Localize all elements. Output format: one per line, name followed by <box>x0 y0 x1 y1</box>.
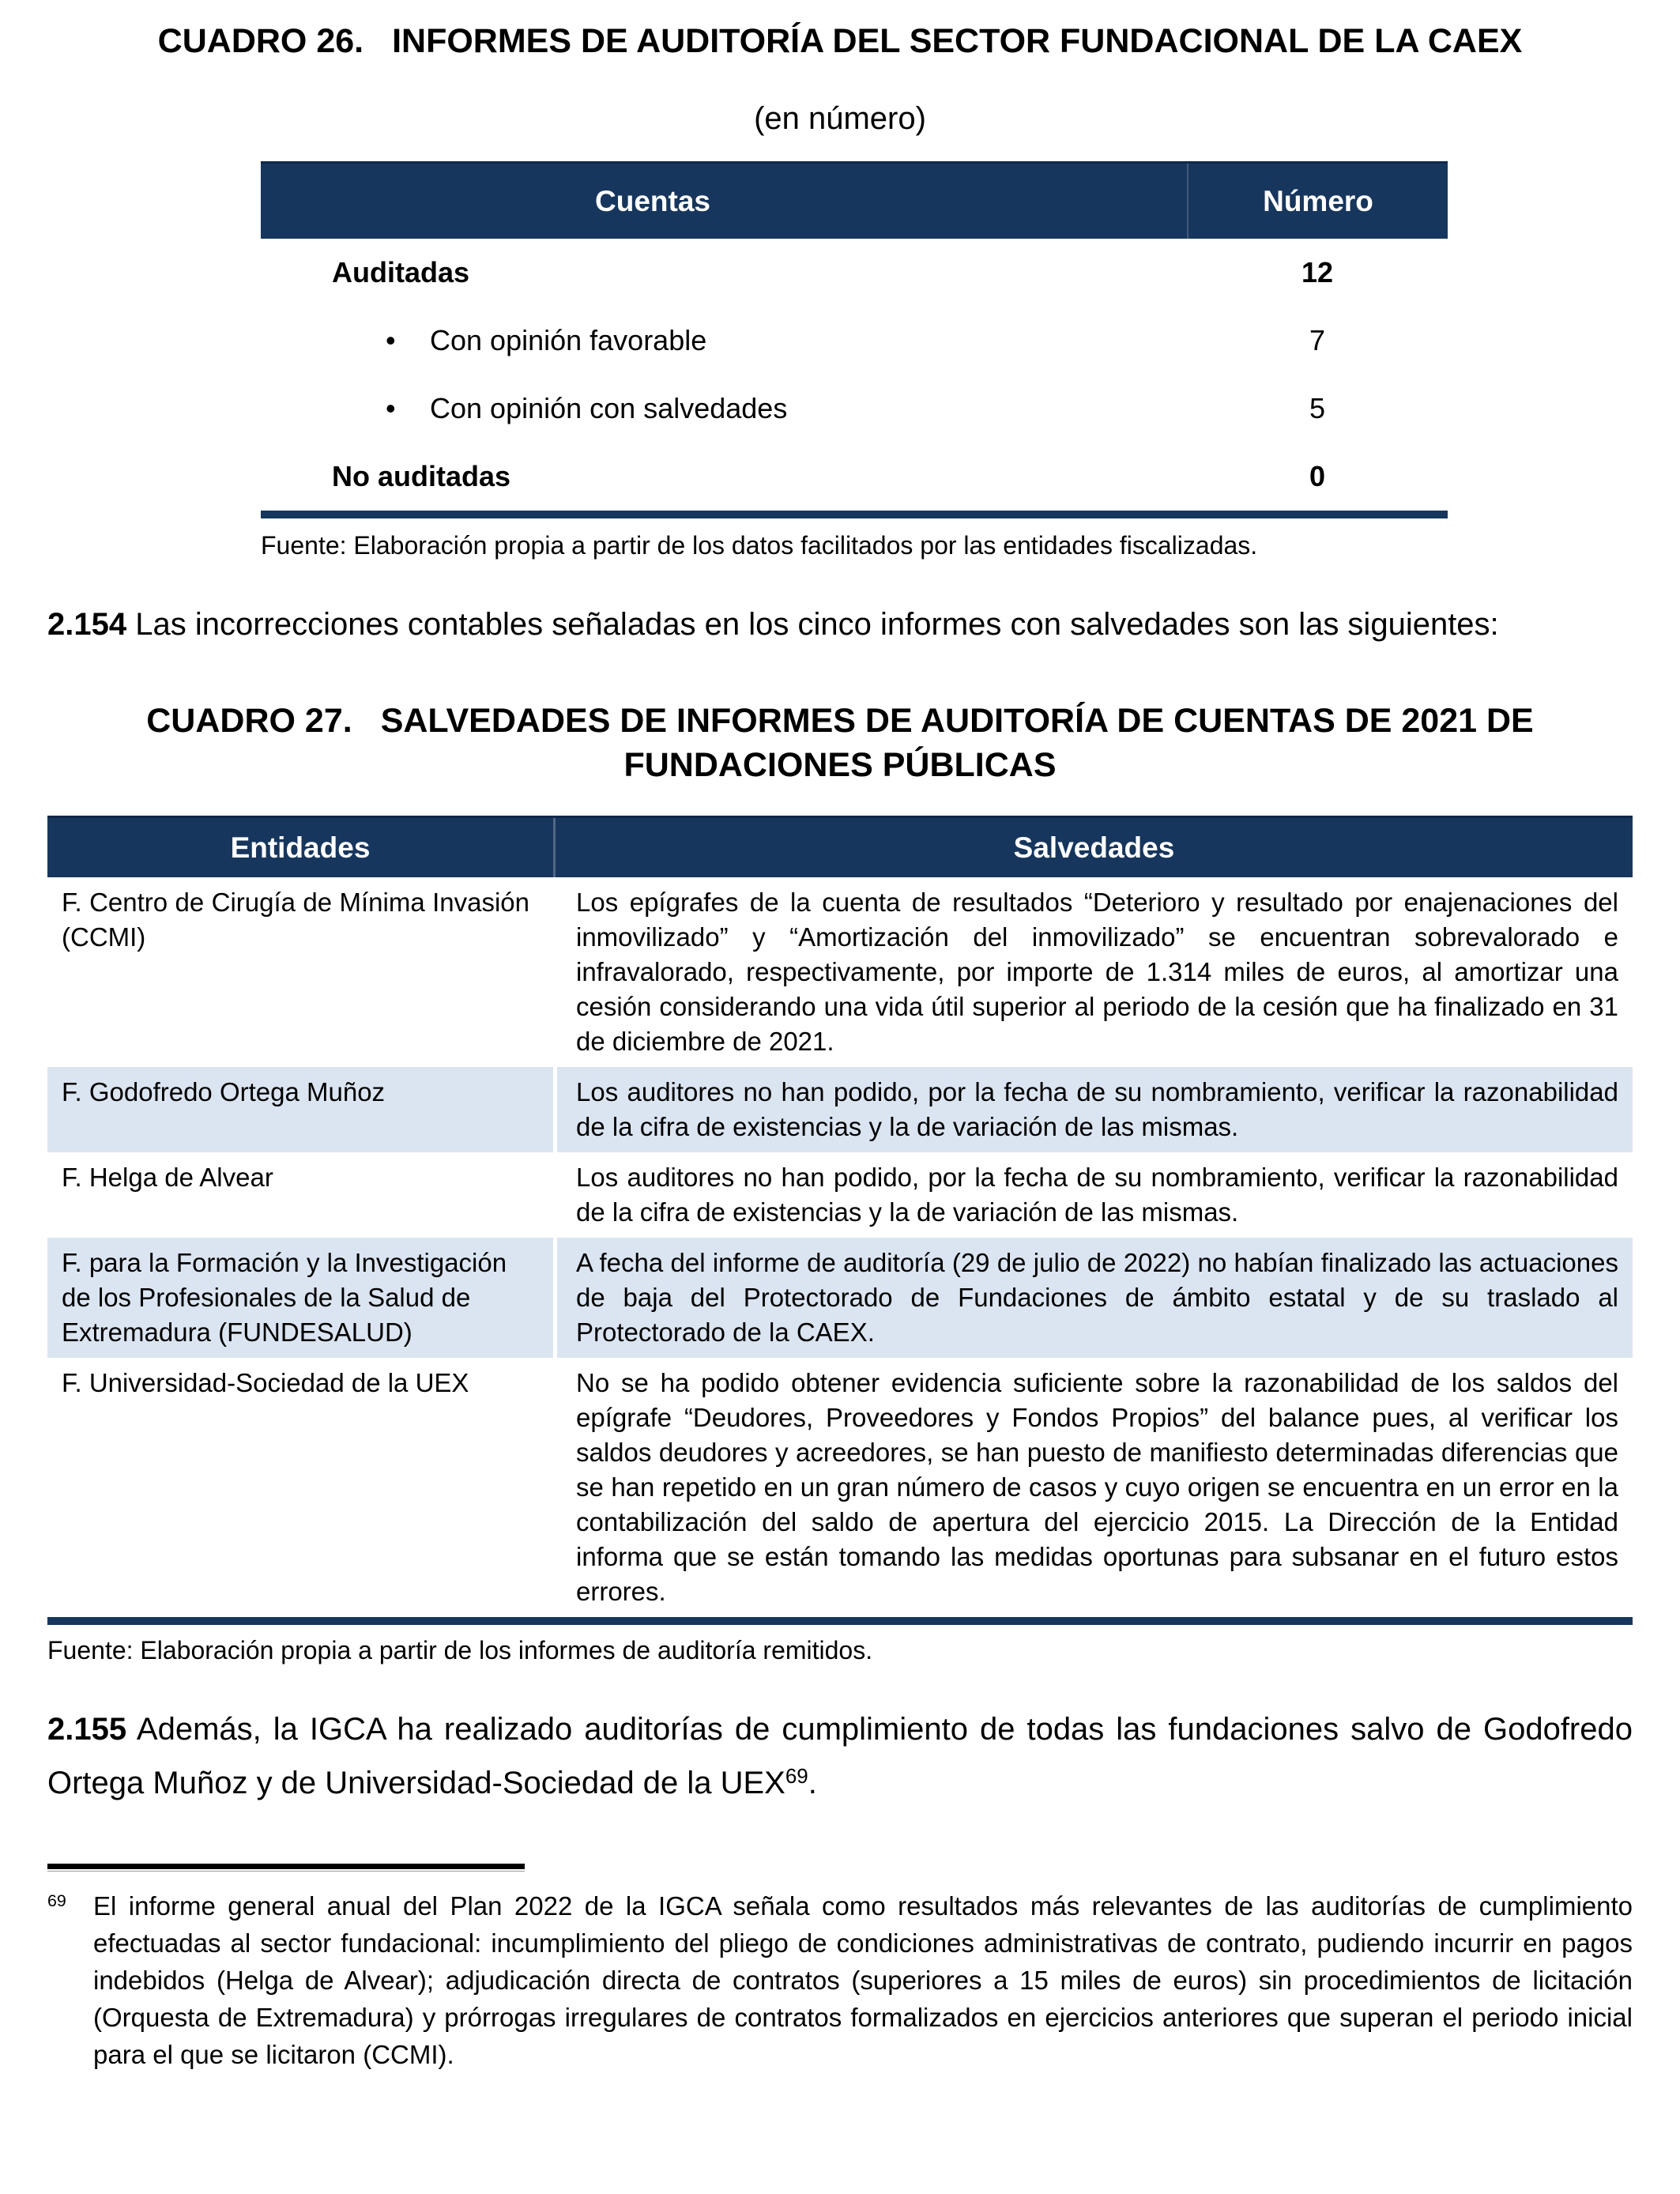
entity-cell: F. Godofredo Ortega Muñoz <box>62 1077 386 1106</box>
salvedad-cell: Los epígrafes de la cuenta de resultados “Deterioro y resultado por enajenaciones del inmovilizado” y “Amortización del inmovilizado” se encuentran sobrevalorado e infravalorado, respectivamente, por importe de 1.314 miles de euros, al amortizar una cesión considerando una vida útil superior al periodo de la cesión que ha finalizado en 31 de diciembre de 2021. <box>553 877 1633 1067</box>
paragraph-2155 <box>47 1702 1633 1813</box>
column-header-entidades: Entidades <box>230 831 371 864</box>
row-label-wrap <box>261 392 1187 425</box>
cuadro26-subtitle: (en número) <box>754 101 926 136</box>
footnote-number-text: 69 <box>47 1891 66 1911</box>
row-label: No auditadas <box>332 460 511 492</box>
cuadro27-label: CUADRO 27. <box>146 702 352 740</box>
paragraph-text: Las incorrecciones contables señaladas en los cinco informes con salvedades son las siguientes: <box>135 607 1499 642</box>
cuadro27-title <box>47 699 1633 787</box>
row-value: 5 <box>1309 392 1326 424</box>
table-row-opinion-favorable <box>261 307 1448 375</box>
entity-cell: F. para la Formación y la Investigación de los Profesionales de la Salud de Extremadura (FUNDESALUD) <box>62 1248 507 1347</box>
row-label: Con opinión favorable <box>430 324 707 356</box>
table2-source-note: Fuente: Elaboración propia a partir de los informes de auditoría remitidos. <box>47 1636 873 1664</box>
salvedad-cell: No se ha podido obtener evidencia suficiente sobre la razonabilidad de los saldos del epígrafe “Deudores, Proveedores y Fondos Propios” del balance pues, al verificar los saldos deudores y acreedores, se han puesto de manifiesto determinadas diferencias que se han repetido en un gran número de casos y cuyo origen se encuentra en un error en la contabilización del saldo de apertura del ejercicio 2015. La Dirección de la Entidad informa que se están tomando las medidas oportunas para subsanar en el futuro estos errores. <box>553 1358 1633 1617</box>
salvedades-table <box>47 816 1633 1625</box>
table-row-no-auditadas <box>261 443 1448 511</box>
table-row-helga-de-alvear <box>47 1152 1633 1238</box>
row-label: Auditadas <box>332 256 470 288</box>
table1-source-note: Fuente: Elaboración propia a partir de los datos facilitados por las entidades fiscalizadas. <box>261 531 1258 560</box>
paragraph-2154 <box>47 598 1633 651</box>
cuadro26-title <box>47 21 1633 62</box>
paragraph-suffix: . <box>808 1766 817 1800</box>
footnote-number <box>47 1887 93 2073</box>
column-header-salvedades: Salvedades <box>553 818 1633 877</box>
cuadro26-title-text: INFORMES DE AUDITORÍA DEL SECTOR FUNDACIONAL DE LA CAEX <box>392 22 1523 60</box>
footnote-reference: 69 <box>785 1764 808 1788</box>
salvedad-cell: Los auditores no han podido, por la fecha de su nombramiento, verificar la razonabilidad de la cifra de existencias y la de variación de las mismas. <box>553 1152 1633 1238</box>
salvedad-cell: A fecha del informe de auditoría (29 de julio de 2022) no habían finalizado las actuaciones de baja del Protectorado de Fundaciones de ámbito estatal y de su traslado al Protectorado de la CAEX. <box>553 1238 1633 1358</box>
footnote-separator <box>47 1864 525 1872</box>
table-row-fundesalud <box>47 1238 1633 1358</box>
table-row-opinion-salvedades <box>261 375 1448 443</box>
row-label-wrap <box>261 324 1187 357</box>
cuadro27-title-text: SALVEDADES DE INFORMES DE AUDITORÍA DE CUENTAS DE 2021 DE FUNDACIONES PÚBLICAS <box>380 702 1534 784</box>
column-header-numero: Número <box>1187 164 1448 239</box>
salvedades-table-header-row <box>47 816 1633 877</box>
entity-cell: F. Helga de Alvear <box>62 1163 273 1192</box>
entity-cell: F. Universidad-Sociedad de la UEX <box>62 1368 469 1397</box>
column-header-cuentas: Cuentas <box>595 184 710 217</box>
paragraph-text: Además, la IGCA ha realizado auditorías de cumplimiento de todas las fundaciones salvo de Godofredo Ortega Muñoz y de Universidad-Sociedad de la UEX <box>47 1712 1633 1800</box>
salvedad-cell: Los auditores no han podido, por la fecha de su nombramiento, verificar la razonabilidad de la cifra de existencias y la de variación de las mismas. <box>553 1067 1633 1152</box>
row-label: Con opinión con salvedades <box>430 392 788 424</box>
paragraph-number: 2.155 <box>47 1712 127 1747</box>
bullet-icon: • <box>386 324 396 356</box>
table-row-auditadas <box>261 239 1448 307</box>
table-row-universidad-uex <box>47 1358 1633 1617</box>
footnote-text: El informe general anual del Plan 2022 de la IGCA señala como resultados más relevantes de las auditorías de cumplimiento efectuadas al sector fundacional: incumplimiento del pliego de condiciones administrativas de contrato, pudiendo incurrir en pagos indebidos (Helga de Alvear); adjudicación directa de contratos (superiores a 15 miles de euros) sin procedimientos de licitación (Orquesta de Extremadura) y prórrogas irregulares de contratos formalizados en ejercicios anteriores que superan el periodo inicial para el que se licitaron (CCMI). <box>93 1891 1633 2069</box>
audit-reports-table <box>261 161 1448 518</box>
entity-cell: F. Centro de Cirugía de Mínima Invasión (CCMI) <box>62 888 529 952</box>
table-row-ccmi <box>47 877 1633 1067</box>
cuadro26-label: CUADRO 26. <box>157 22 364 60</box>
row-value: 7 <box>1309 324 1326 356</box>
audit-table-header-row <box>261 161 1448 239</box>
row-value: 0 <box>1309 460 1326 492</box>
footnote-69 <box>47 1887 1633 2073</box>
bullet-icon: • <box>386 392 396 424</box>
paragraph-number: 2.154 <box>47 607 127 642</box>
row-value: 12 <box>1301 256 1334 288</box>
table-row-godofredo-ortega <box>47 1067 1633 1152</box>
